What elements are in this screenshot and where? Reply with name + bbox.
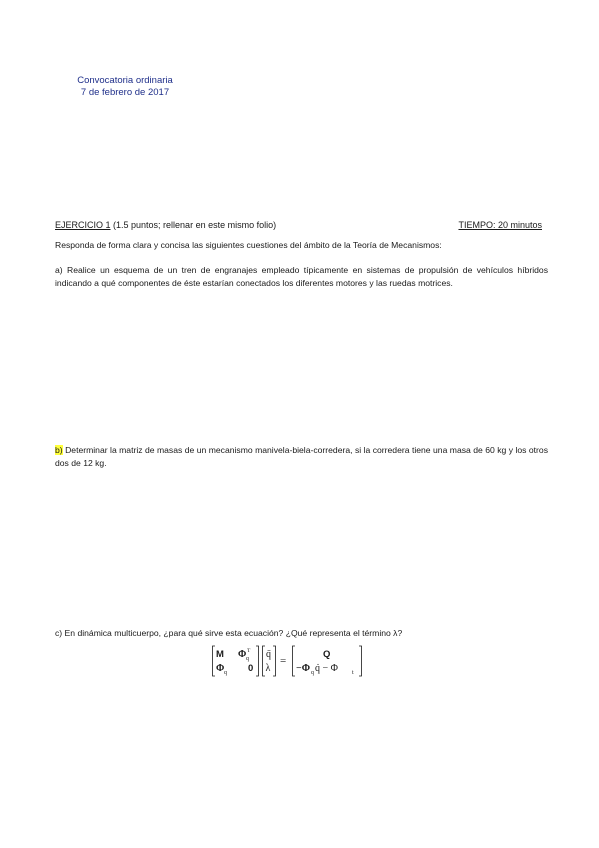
exercise-time: TIEMPO: 20 minutos xyxy=(458,220,542,230)
exercise-title-row xyxy=(55,220,542,234)
matrix-left-bracket xyxy=(213,646,216,676)
rhs-phi-q-sub: q xyxy=(311,670,314,676)
vector-lambda: λ xyxy=(265,663,271,674)
matrix-right-bracket xyxy=(256,646,259,676)
exercise-intro: Responda de forma clara y concisa las siguientes cuestiones del ámbito de la Teoría de Mecanismos: xyxy=(55,240,442,250)
question-c: c) En dinámica multicuerpo, ¿para qué sirve esta ecuación? ¿Qué representa el término λ? xyxy=(55,628,403,638)
rhs-qdot-minus-phi: q̇ − Φ xyxy=(315,663,338,674)
exercise-points: (1.5 puntos; rellenar en este mismo folio) xyxy=(110,220,277,230)
matrix-m12-sup: T xyxy=(247,648,251,654)
question-a: a) Realice un esquema de un tren de engranajes empleado típicamente en sistemas de propulsión de vehículos híbridos indicando a qué componentes de éste estarían conectados los diferentes motores y las ruedas motrices. xyxy=(55,265,548,288)
header-date: 7 de febrero de 2017 xyxy=(80,87,170,98)
rhs-phi-q: −Φ xyxy=(296,663,310,674)
rhs-q: Q xyxy=(323,649,331,660)
exam-header xyxy=(55,75,195,99)
matrix-m11: M xyxy=(216,649,224,660)
dynamics-equation xyxy=(211,644,366,678)
question-b-label: b) xyxy=(55,445,63,455)
equation-equals: = xyxy=(280,655,287,667)
matrix-m12: Φ xyxy=(238,649,247,660)
header-session: Convocatoria ordinaria xyxy=(77,75,173,86)
equation-svg xyxy=(211,644,366,678)
rhs-right-bracket xyxy=(359,646,362,676)
exercise-title xyxy=(55,220,276,230)
matrix-m21: Φ xyxy=(216,663,225,674)
rhs-left-bracket xyxy=(293,646,296,676)
matrix-m22: 0 xyxy=(248,663,254,674)
exercise-number: EJERCICIO 1 xyxy=(55,220,111,230)
vector-qdd: q̈ xyxy=(266,649,271,660)
vector-right-bracket xyxy=(273,646,276,676)
question-b xyxy=(55,444,548,470)
matrix-m21-sub: q xyxy=(224,670,227,676)
rhs-phi-t-sub: t xyxy=(352,670,354,676)
matrix-m12-sub: q xyxy=(246,656,249,662)
question-b-text: Determinar la matriz de masas de un mecanismo manivela-biela-corredera, si la corredera tiene una masa de 60 kg y los otros dos de 12 kg. xyxy=(55,445,548,468)
